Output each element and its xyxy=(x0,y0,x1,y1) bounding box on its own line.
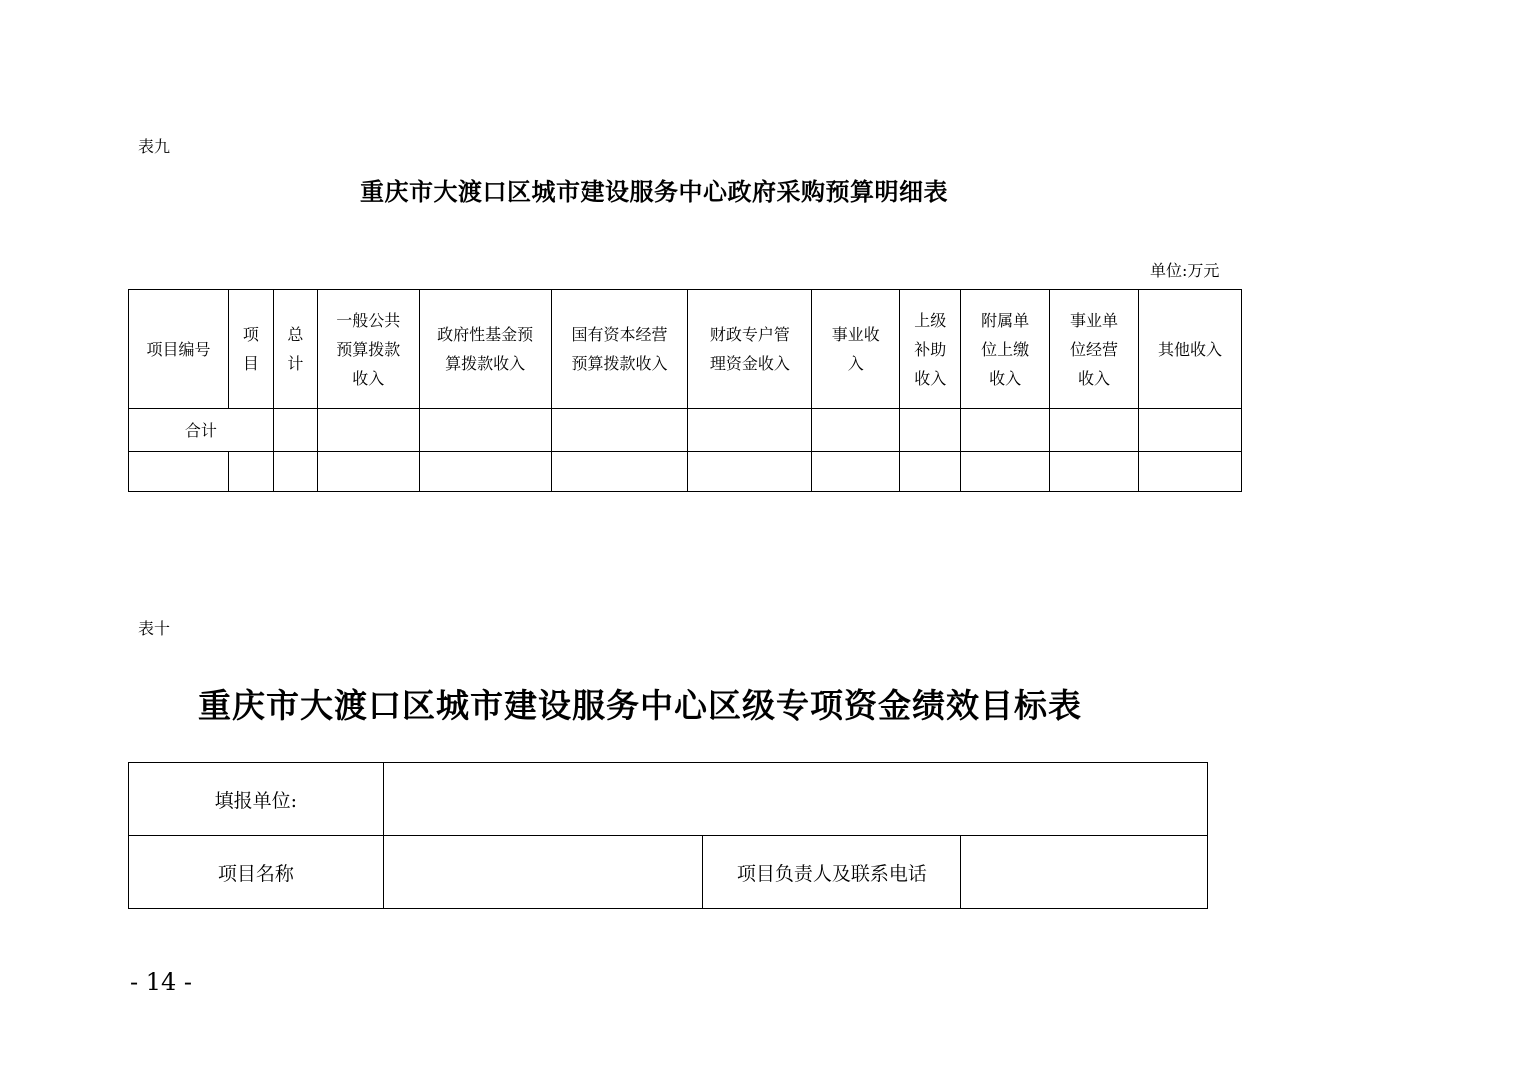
header-project-code: 项目编号 xyxy=(129,290,229,409)
header-general-budget: 一般公共 预算拨款 收入 xyxy=(317,290,419,409)
table-cell xyxy=(1050,409,1139,452)
table-cell xyxy=(551,452,688,492)
header-business-operations: 事业单 位经营 收入 xyxy=(1050,290,1139,409)
table9-label: 表九 xyxy=(138,137,171,156)
table-cell xyxy=(419,409,551,452)
page-number: - 14 - xyxy=(130,968,193,996)
table10-label: 表十 xyxy=(138,619,171,638)
fill-unit-value xyxy=(383,763,1207,836)
header-special-account: 财政专户管 理资金收入 xyxy=(688,290,812,409)
table-cell xyxy=(812,409,900,452)
table-cell xyxy=(129,452,229,492)
header-total: 总 计 xyxy=(273,290,317,409)
unit-label: 单位:万元 xyxy=(1150,261,1220,280)
total-row xyxy=(129,409,1242,452)
project-name-value xyxy=(383,836,703,909)
table-cell xyxy=(228,452,273,492)
table-cell xyxy=(273,409,317,452)
table9-title: 重庆市大渡口区城市建设服务中心政府采购预算明细表 xyxy=(360,177,948,206)
header-superior-subsidy: 上级 补助 收入 xyxy=(900,290,961,409)
fill-unit-label: 填报单位: xyxy=(129,763,384,836)
table-cell xyxy=(419,452,551,492)
table-cell xyxy=(1139,409,1242,452)
table-cell xyxy=(317,409,419,452)
table-cell xyxy=(317,452,419,492)
header-affiliated-units: 附属单 位上缴 收入 xyxy=(961,290,1050,409)
project-row xyxy=(129,836,1208,909)
table-cell xyxy=(900,409,961,452)
table-cell xyxy=(688,452,812,492)
table-cell xyxy=(273,452,317,492)
table-cell xyxy=(688,409,812,452)
header-project: 项 目 xyxy=(228,290,273,409)
header-other-income: 其他收入 xyxy=(1139,290,1242,409)
contact-label: 项目负责人及联系电话 xyxy=(703,836,961,909)
procurement-budget-table xyxy=(128,289,1242,492)
table10-title: 重庆市大渡口区城市建设服务中心区级专项资金绩效目标表 xyxy=(198,686,1082,725)
contact-value xyxy=(961,836,1208,909)
header-business-income: 事业收 入 xyxy=(812,290,900,409)
total-label: 合计 xyxy=(129,409,274,452)
table-cell xyxy=(900,452,961,492)
table-cell xyxy=(812,452,900,492)
table-cell xyxy=(961,409,1050,452)
header-row xyxy=(129,290,1242,409)
project-name-label: 项目名称 xyxy=(129,836,384,909)
table-row xyxy=(129,452,1242,492)
header-gov-fund: 政府性基金预 算拨款收入 xyxy=(419,290,551,409)
header-state-capital: 国有资本经营 预算拨款收入 xyxy=(551,290,688,409)
table-cell xyxy=(1050,452,1139,492)
table-cell xyxy=(961,452,1050,492)
table-cell xyxy=(551,409,688,452)
table-cell xyxy=(1139,452,1242,492)
performance-target-table xyxy=(128,762,1208,909)
fill-unit-row xyxy=(129,763,1208,836)
